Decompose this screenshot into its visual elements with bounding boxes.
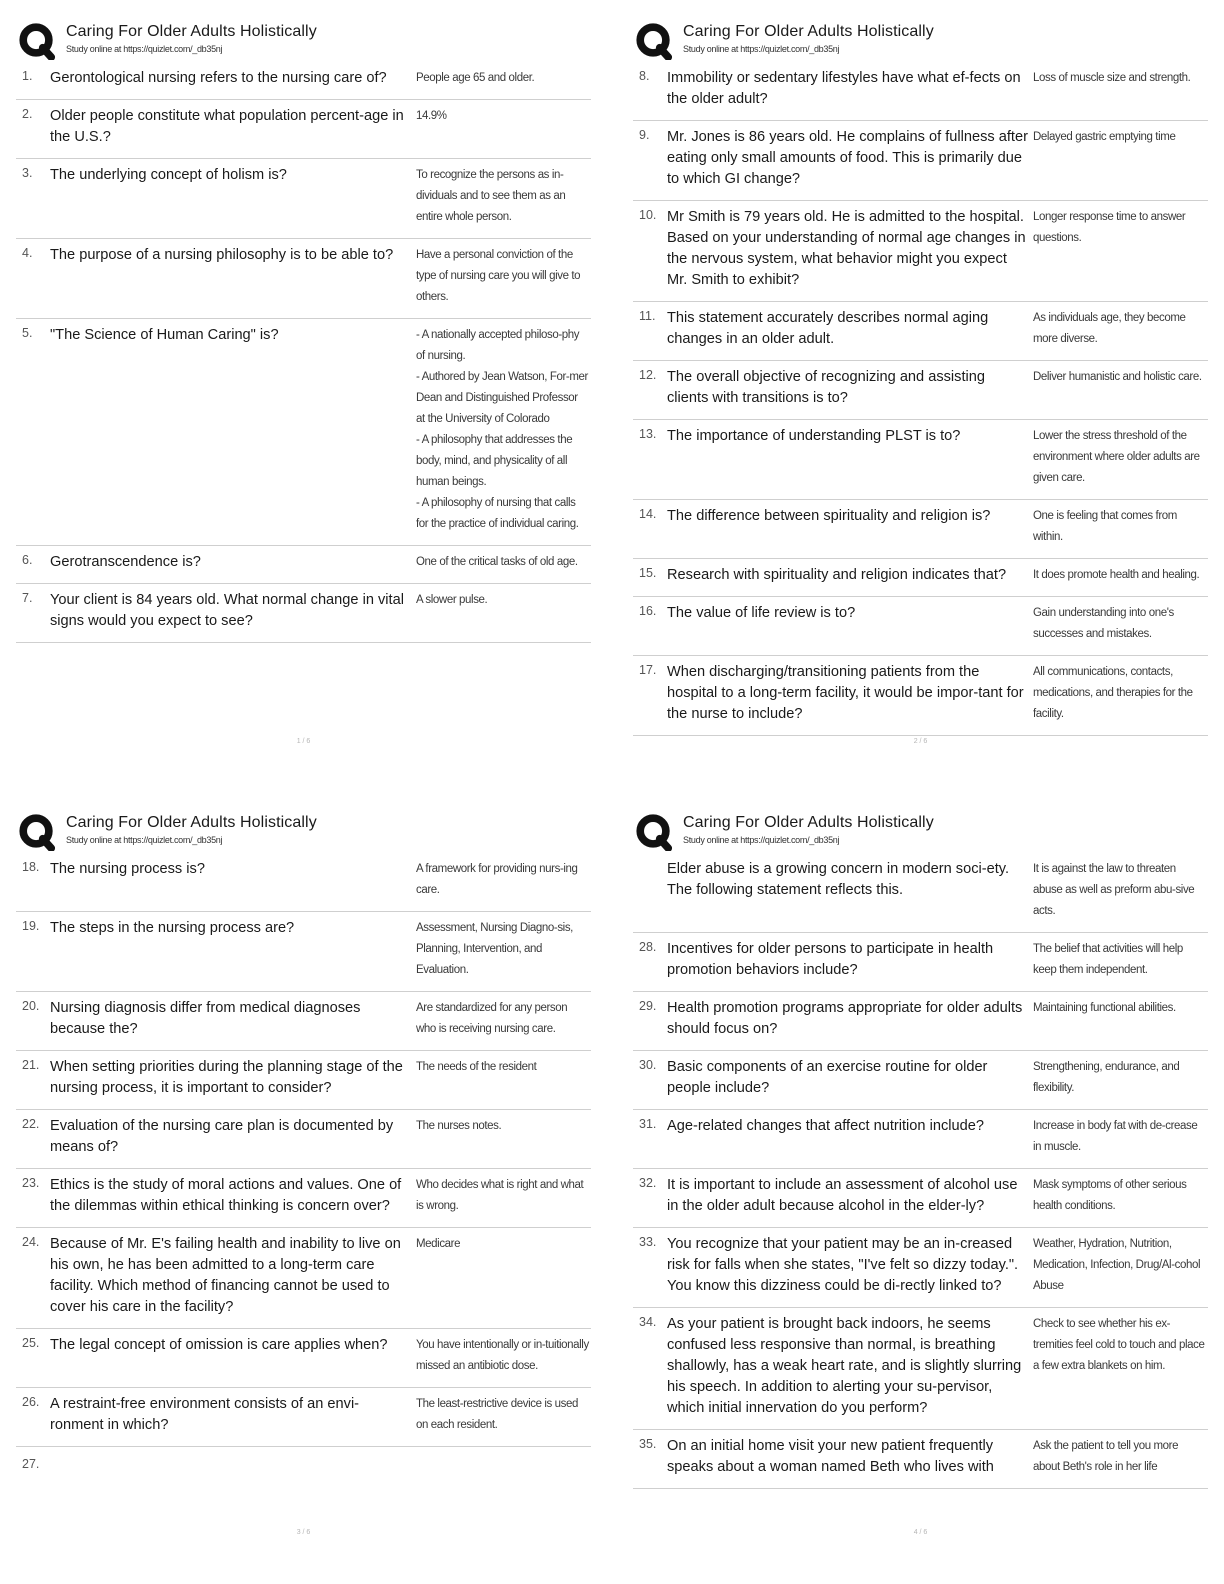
document-page (633, 10, 1208, 780)
flashcard-row (16, 319, 591, 546)
answer-text: Maintaining functional abilities. (1033, 1002, 1176, 1014)
flashcard-row (16, 1169, 591, 1228)
answer-text: Medicare (416, 1238, 461, 1250)
question-text: Age-related changes that affect nutrition include? (667, 1118, 984, 1134)
item-number: 17. (639, 663, 657, 677)
question-text: Elder abuse is a growing concern in modern soci-ety. The following statement reflects this. (667, 861, 1010, 898)
item-number: 11. (639, 309, 656, 323)
document-page (633, 801, 1208, 1571)
flashcard-row (633, 992, 1208, 1051)
item-number: 25. (22, 1336, 40, 1350)
item-number: 3. (22, 166, 33, 180)
question-text: You recognize that your patient may be an in-creased risk for falls when she states, "I've felt so dizzy today.". You know this dizziness could be di-rectly linked to? (667, 1236, 1019, 1294)
flashcard-row (16, 853, 591, 912)
answer-text: All communications, contacts, medications, and therapies for the facility. (1033, 666, 1193, 720)
question-text: Gerontological nursing refers to the nursing care of? (50, 70, 387, 86)
question-text: The underlying concept of holism is? (50, 167, 287, 183)
answer-text: The nurses notes. (416, 1120, 502, 1132)
answer-text: Gain understanding into one's successes and mistakes. (1033, 607, 1174, 640)
answer-text: Delayed gastric emptying time (1033, 131, 1176, 143)
answer-text: A framework for providing nurs-ing care. (416, 863, 578, 896)
trailing-item-number: 27. (22, 1457, 40, 1471)
answer-text: Strengthening, endurance, and flexibility. (1033, 1061, 1180, 1094)
flashcard-row (633, 420, 1208, 500)
flashcard-row (633, 1308, 1208, 1430)
item-number: 22. (22, 1117, 40, 1131)
question-text: It is important to include an assessment of alcohol use in the older adult because alcohol in the elder-ly? (667, 1177, 1018, 1214)
quizlet-q-logo-icon (635, 813, 673, 851)
question-text: Basic components of an exercise routine for older people include? (667, 1059, 988, 1096)
item-number: 33. (639, 1235, 657, 1249)
question-text: Mr. Jones is 86 years old. He complains of fullness after eating only small amounts of food. This is primarily due to which GI change? (667, 129, 1028, 187)
answer-text: One of the critical tasks of old age. (416, 556, 578, 568)
flashcard-row (633, 361, 1208, 420)
question-text: The purpose of a nursing philosophy is to be able to? (50, 247, 394, 263)
flashcard-row (633, 1430, 1208, 1489)
flashcard-row (16, 1228, 591, 1329)
item-number: 21. (22, 1058, 40, 1072)
answer-text: - A nationally accepted philoso-phy of nursing. - Authored by Jean Watson, For-mer Dean and Distinguished Professor at the University of Colorado - A philosophy that addresses the body, mind, and physicality of all human beings. - A philosophy of nursing that calls for the practice of individual caring. (416, 329, 588, 530)
answer-text: Who decides what is right and what is wrong. (416, 1179, 584, 1212)
page-number: 1 / 6 (296, 738, 311, 745)
question-text: Nursing diagnosis differ from medical diagnoses because the? (50, 1000, 361, 1037)
flashcard-row (16, 62, 591, 100)
answer-text: People age 65 and older. (416, 72, 535, 84)
question-text: Because of Mr. E's failing health and inability to live on his own, he has been admitted to a long-term care facility. Which method of financing cannot be used to cover his care in the facility? (50, 1236, 401, 1315)
question-text: Ethics is the study of moral actions and values. One of the dilemmas within ethical thinking is concern over? (50, 1177, 402, 1214)
flashcard-row (16, 1110, 591, 1169)
item-number: 9. (639, 128, 650, 142)
flashcard-row (16, 1329, 591, 1388)
item-number: 1. (22, 69, 33, 83)
item-number: 31. (639, 1117, 657, 1131)
flashcard-row (633, 302, 1208, 361)
item-number: 20. (22, 999, 40, 1013)
document-page (16, 801, 591, 1571)
item-number: 30. (639, 1058, 657, 1072)
question-text: This statement accurately describes normal aging changes in an older adult. (667, 310, 989, 347)
flashcard-list (16, 62, 591, 643)
question-text: The legal concept of omission is care applies when? (50, 1337, 388, 1353)
flashcard-row (16, 992, 591, 1051)
answer-text: The needs of the resident (416, 1061, 537, 1073)
answer-text: Assessment, Nursing Diagno-sis, Planning, Intervention, and Evaluation. (416, 922, 573, 976)
item-number: 2. (22, 107, 33, 121)
doc-title: Caring For Older Adults Holistically (683, 23, 934, 40)
flashcard-row (633, 1110, 1208, 1169)
page-header (16, 801, 591, 853)
question-text: Your client is 84 years old. What normal change in vital signs would you expect to see? (50, 592, 404, 629)
quizlet-q-logo-icon (635, 22, 673, 60)
answer-text: It does promote health and healing. (1033, 569, 1200, 581)
question-text: Immobility or sedentary lifestyles have what ef-fects on the older adult? (667, 70, 1021, 107)
item-number: 4. (22, 246, 33, 260)
question-text: The importance of understanding PLST is to? (667, 428, 961, 444)
item-number: 29. (639, 999, 657, 1013)
item-number: 14. (639, 507, 657, 521)
answer-text: 14.9% (416, 110, 447, 122)
item-number: 6. (22, 553, 33, 567)
item-number: 12. (639, 368, 657, 382)
item-number: 7. (22, 591, 33, 605)
flashcard-row (16, 912, 591, 992)
answer-text: One is feeling that comes from within. (1033, 510, 1177, 543)
doc-title: Caring For Older Adults Holistically (683, 814, 934, 831)
item-number: 5. (22, 326, 33, 340)
question-text: The value of life review is to? (667, 605, 856, 621)
flashcard-row (633, 1228, 1208, 1308)
page-header (633, 10, 1208, 62)
question-text: "The Science of Human Caring" is? (50, 327, 279, 343)
doc-subtitle: Study online at https://quizlet.com/_db35nj (66, 835, 223, 845)
question-text: The overall objective of recognizing and assisting clients with transitions is to? (667, 369, 985, 406)
flashcard-row (16, 239, 591, 319)
page-header (633, 801, 1208, 853)
flashcard-row (633, 121, 1208, 201)
flashcard-list (633, 853, 1208, 1489)
flashcard-row (16, 100, 591, 159)
item-number: 19. (22, 919, 40, 933)
answer-text: Have a personal conviction of the type of nursing care you will give to others. (416, 249, 581, 303)
flashcard-row (633, 559, 1208, 597)
answer-text: Increase in body fat with de-crease in muscle. (1033, 1120, 1198, 1153)
item-number: 15. (639, 566, 657, 580)
question-text: Health promotion programs appropriate for older adults should focus on? (667, 1000, 1023, 1037)
answer-text: To recognize the persons as in-dividuals and to see them as an entire whole person. (416, 169, 566, 223)
question-text: The nursing process is? (50, 861, 205, 877)
flashcard-list (16, 853, 591, 1447)
item-number: 13. (639, 427, 657, 441)
question-text: Incentives for older persons to participate in health promotion behaviors include? (667, 941, 994, 978)
flashcard-row (16, 584, 591, 643)
question-text: Older people constitute what population percent-age in the U.S.? (50, 108, 404, 145)
flashcard-row (16, 1388, 591, 1447)
quizlet-q-logo-icon (18, 22, 56, 60)
answer-text: Longer response time to answer questions. (1033, 211, 1186, 244)
item-number: 35. (639, 1437, 657, 1451)
flashcard-row (633, 597, 1208, 656)
item-number: 24. (22, 1235, 40, 1249)
answer-text: Check to see whether his ex-tremities feel cold to touch and place a few extra blankets on him. (1033, 1318, 1205, 1372)
question-text: Research with spirituality and religion indicates that? (667, 567, 1007, 583)
page-number: 2 / 6 (913, 738, 928, 745)
page-number: 3 / 6 (296, 1529, 311, 1536)
answer-text: A slower pulse. (416, 594, 488, 606)
item-number: 10. (639, 208, 657, 222)
answer-text: Are standardized for any person who is receiving nursing care. (416, 1002, 568, 1035)
question-text: When setting priorities during the planning stage of the nursing process, it is important to consider? (50, 1059, 403, 1096)
answer-text: Mask symptoms of other serious health conditions. (1033, 1179, 1187, 1212)
flashcard-row (633, 1051, 1208, 1110)
answer-text: Lower the stress threshold of the environment where older adults are given care. (1033, 430, 1200, 484)
answer-text: The belief that activities will help keep them independent. (1033, 943, 1183, 976)
flashcard-row (16, 1051, 591, 1110)
answer-text: Deliver humanistic and holistic care. (1033, 371, 1202, 383)
flashcard-list (633, 62, 1208, 736)
question-text: When discharging/transitioning patients from the hospital to a long-term facility, it would be impor-tant for the nurse to include? (667, 664, 1024, 722)
flashcard-row (16, 159, 591, 239)
question-text: As your patient is brought back indoors, he seems confused less responsive than normal, is breathing shallowly, has a weak heart rate, and is slightly slurring his speech. In addition to alerting your su-pervisor, which initial innervation do you perform? (667, 1316, 1022, 1416)
item-number: 32. (639, 1176, 657, 1190)
doc-title: Caring For Older Adults Holistically (66, 23, 317, 40)
answer-text: Loss of muscle size and strength. (1033, 72, 1191, 84)
answer-text: It is against the law to threaten abuse as well as preform abu-sive acts. (1033, 863, 1195, 917)
flashcard-row (633, 933, 1208, 992)
answer-text: You have intentionally or in-tuitionally missed an antibiotic dose. (416, 1339, 589, 1372)
page-number: 4 / 6 (913, 1529, 928, 1536)
document-page (16, 10, 591, 780)
flashcard-row (633, 201, 1208, 302)
item-number: 26. (22, 1395, 40, 1409)
flashcard-row (633, 500, 1208, 559)
flashcard-row (16, 546, 591, 584)
flashcard-row (633, 853, 1208, 933)
item-number (633, 859, 667, 860)
flashcard-row (633, 656, 1208, 736)
question-text: The steps in the nursing process are? (50, 920, 295, 936)
question-text: Gerotranscendence is? (50, 554, 201, 570)
item-number: 28. (639, 940, 657, 954)
answer-text: The least-restrictive device is used on each resident. (416, 1398, 579, 1431)
answer-text: As individuals age, they become more diverse. (1033, 312, 1186, 345)
quizlet-q-logo-icon (18, 813, 56, 851)
doc-subtitle: Study online at https://quizlet.com/_db35nj (66, 44, 223, 54)
doc-subtitle: Study online at https://quizlet.com/_db35nj (683, 44, 840, 54)
item-number: 23. (22, 1176, 40, 1190)
flashcard-row (633, 1169, 1208, 1228)
page-header (16, 10, 591, 62)
question-text: The difference between spirituality and religion is? (667, 508, 991, 524)
question-text: On an initial home visit your new patient frequently speaks about a woman named Beth who lives with (667, 1438, 994, 1475)
item-number: 8. (639, 69, 650, 83)
item-number: 16. (639, 604, 657, 618)
item-number: 18. (22, 860, 40, 874)
question-text: A restraint-free environment consists of an envi-ronment in which? (50, 1396, 360, 1433)
answer-text: Ask the patient to tell you more about Beth's role in her life (1033, 1440, 1179, 1473)
doc-title: Caring For Older Adults Holistically (66, 814, 317, 831)
question-text: Mr Smith is 79 years old. He is admitted to the hospital. Based on your understanding of normal age changes in the nervous system, what behavior might you expect Mr. Smith to exhibit? (667, 209, 1026, 288)
item-number: 34. (639, 1315, 657, 1329)
answer-text: Weather, Hydration, Nutrition, Medication, Infection, Drug/Al-cohol Abuse (1033, 1238, 1201, 1292)
flashcard-row (633, 62, 1208, 121)
doc-subtitle: Study online at https://quizlet.com/_db35nj (683, 835, 840, 845)
question-text: Evaluation of the nursing care plan is documented by means of? (50, 1118, 394, 1155)
